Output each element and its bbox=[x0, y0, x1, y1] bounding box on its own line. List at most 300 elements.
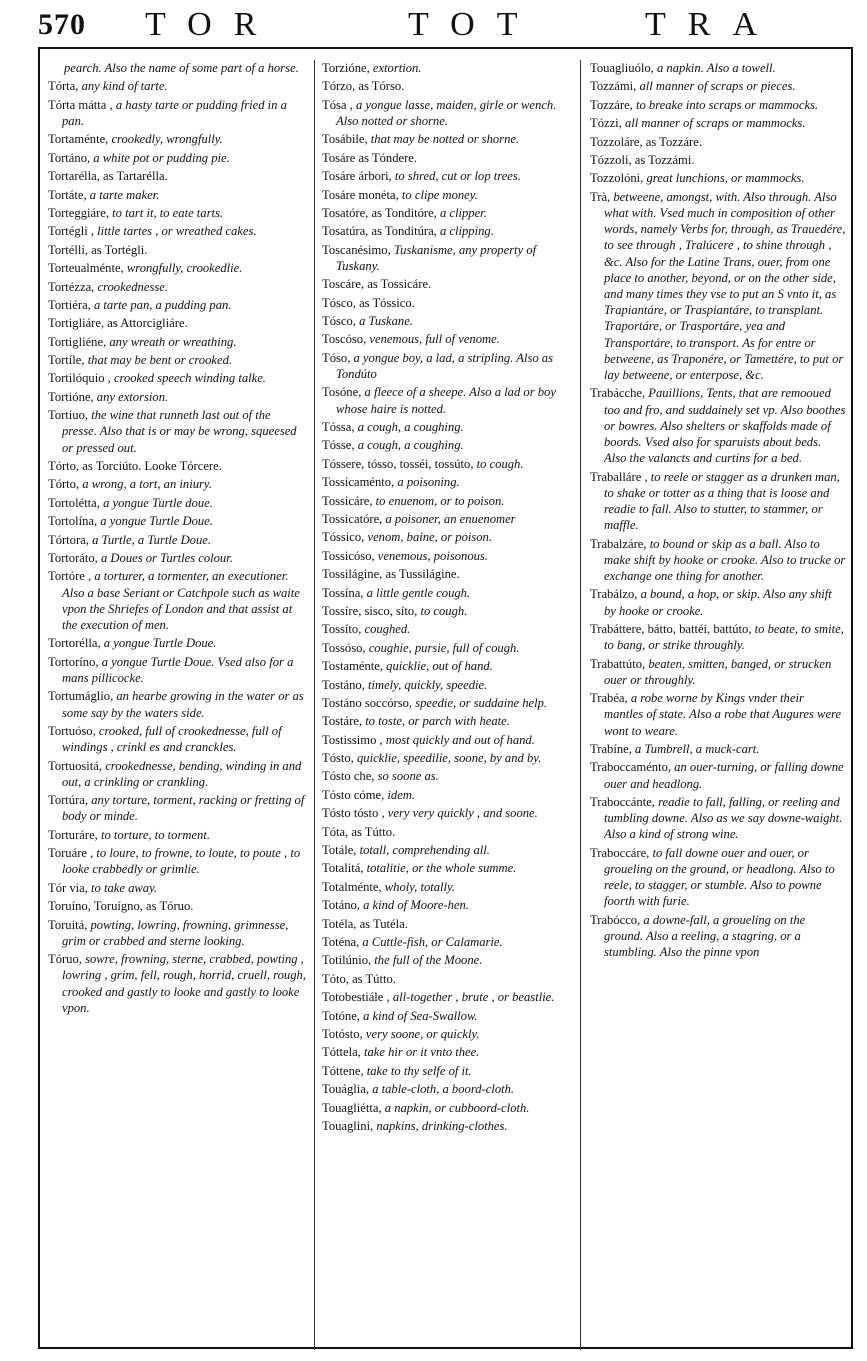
entry-headword: Tósto cóme, bbox=[322, 787, 388, 802]
entry-headword: Tózzi, bbox=[590, 116, 625, 131]
entry-headword: Trà, bbox=[590, 189, 614, 204]
dictionary-entry bbox=[48, 315, 308, 331]
entry-definition: a poisoning. bbox=[397, 475, 460, 490]
entry-headword: Tósa , bbox=[322, 97, 356, 112]
dictionary-entry bbox=[48, 352, 308, 368]
dictionary-entry bbox=[322, 879, 574, 895]
entry-headword: Tóso, bbox=[322, 350, 354, 365]
entry-headword: Totalménte, bbox=[322, 879, 385, 894]
entry-headword: Tóto, as Tútto. bbox=[322, 971, 396, 986]
dictionary-column-1 bbox=[48, 60, 308, 1018]
entry-headword: Touaglini, bbox=[322, 1118, 377, 1133]
entry-headword: Tórto, as Torciúto. Looke Tórcere. bbox=[48, 459, 222, 474]
dictionary-entry bbox=[48, 168, 308, 184]
entry-definition: most quickly and out of hand. bbox=[385, 732, 535, 747]
dictionary-entry bbox=[322, 1118, 574, 1134]
entry-definition: a cough, a coughing. bbox=[357, 420, 464, 435]
entry-definition: any torture, torment, racking or fretting of body or minde. bbox=[62, 793, 305, 824]
dictionary-entry bbox=[322, 842, 574, 858]
entry-definition: a clipping. bbox=[439, 224, 494, 239]
entry-definition: any kind of tarte. bbox=[81, 79, 168, 94]
dictionary-entry bbox=[322, 1063, 574, 1079]
dictionary-entry bbox=[322, 732, 574, 748]
dictionary-entry bbox=[48, 635, 308, 651]
entry-headword: Tortóre , bbox=[48, 569, 95, 584]
entry-definition: a downe-fall, a groueling on the ground. Also a reeling, a stagring, or a stumbling. Also the pinne vpon bbox=[604, 912, 806, 960]
running-head-center: TOT bbox=[408, 6, 540, 43]
dictionary-entry bbox=[322, 168, 574, 184]
entry-definition: powting, lowring, frowning, grimnesse, grim or crabbed and sterne looking. bbox=[62, 917, 289, 948]
entry-headword: Trabíne, bbox=[590, 741, 636, 756]
entry-headword: Tossicáre, bbox=[322, 493, 376, 508]
entry-headword: Tossóso, bbox=[322, 640, 369, 655]
dictionary-entry bbox=[48, 205, 308, 221]
entry-definition: wrongfully, crookedlie. bbox=[126, 261, 243, 276]
entry-headword: Tósco, bbox=[322, 314, 360, 329]
dictionary-entry bbox=[322, 971, 574, 987]
entry-headword: Toténa, bbox=[322, 935, 363, 949]
entry-definition: take hir or it vnto thee. bbox=[363, 1045, 480, 1060]
entry-definition: any wreath or wreathing. bbox=[109, 334, 237, 349]
entry-definition: crooked speech winding talke. bbox=[113, 371, 266, 386]
frame-left-rule bbox=[38, 47, 40, 1349]
dictionary-entry bbox=[590, 794, 846, 843]
dictionary-entry bbox=[48, 827, 308, 843]
entry-definition: a yongue Turtle Doue. bbox=[100, 514, 213, 529]
dictionary-entry bbox=[590, 189, 846, 383]
dictionary-entry bbox=[322, 989, 574, 1005]
entry-headword: Tosatóre, as Tonditóre, bbox=[322, 205, 440, 220]
dictionary-entry bbox=[48, 688, 308, 720]
dictionary-entry bbox=[48, 845, 308, 877]
entry-definition: a hasty tarte or pudding fried in a pan. bbox=[62, 97, 287, 128]
entry-headword: Tórto, bbox=[48, 477, 83, 492]
dictionary-entry bbox=[590, 97, 846, 113]
dictionary-entry bbox=[590, 385, 846, 466]
dictionary-entry bbox=[48, 407, 308, 456]
entry-headword: Tóttela, bbox=[322, 1045, 364, 1060]
entry-headword: Tóruo, bbox=[48, 952, 86, 967]
entry-headword: Tóssa, bbox=[322, 420, 358, 435]
dictionary-entry bbox=[322, 331, 574, 347]
dictionary-entry bbox=[48, 60, 308, 76]
dictionary-entry bbox=[48, 78, 308, 94]
dictionary-entry bbox=[322, 640, 574, 656]
dictionary-entry bbox=[322, 242, 574, 274]
dictionary-entry bbox=[48, 568, 308, 633]
entry-definition: great lunchions, or mammocks. bbox=[646, 171, 805, 186]
dictionary-entry bbox=[590, 621, 846, 653]
entry-headword: Trabattúto, bbox=[590, 656, 649, 671]
dictionary-entry bbox=[48, 242, 308, 258]
entry-definition: a napkin. Also a towell. bbox=[656, 61, 776, 75]
entry-headword: Tossicatóre, bbox=[322, 512, 386, 527]
dictionary-entry bbox=[322, 295, 574, 311]
entry-definition: totall, comprehending all. bbox=[359, 843, 490, 858]
dictionary-entry bbox=[590, 134, 846, 150]
entry-definition: sowre, frowning, sterne, crabbed, powting , lowring , grim, fell, rough, horrid, cruell, rough, crooked and gastly to looke and gastly to looke vpon. bbox=[62, 952, 306, 1015]
entry-definition: venemous, full of venome. bbox=[369, 332, 500, 347]
dictionary-entry bbox=[48, 334, 308, 350]
header-rule bbox=[38, 47, 853, 49]
dictionary-entry bbox=[322, 276, 574, 292]
entry-headword: Toscanésimo, bbox=[322, 242, 394, 257]
entry-definition: a kind of Moore-hen. bbox=[363, 898, 469, 913]
entry-definition: crookednesse, bending, winding in and out, a crinkling or crankling. bbox=[62, 758, 302, 789]
entry-definition: an ouer-turning, or falling downe ouer and headlong. bbox=[604, 760, 844, 791]
entry-headword: Tortumáglio, bbox=[48, 689, 117, 704]
entry-definition: crookedly, wrongfully. bbox=[111, 132, 223, 147]
dictionary-entry bbox=[48, 513, 308, 529]
entry-definition: Tuskanisme, any property of Tuskany. bbox=[336, 242, 537, 273]
entry-headword: Traboccáre, bbox=[590, 845, 653, 860]
column-divider-2 bbox=[580, 60, 581, 1350]
entry-definition: a torturer, a tormenter, an executioner. Also a base Seriant or Catchpole such as waite vpon the Shriefes of London and that assist at the execution of men. bbox=[62, 569, 300, 632]
dictionary-entry bbox=[322, 511, 574, 527]
entry-headword: Tortióne, bbox=[48, 389, 97, 404]
dictionary-entry bbox=[48, 723, 308, 755]
entry-headword: Tortigliáre, as Attorcigliáre. bbox=[48, 316, 188, 331]
entry-definition: crookednesse. bbox=[97, 279, 168, 294]
dictionary-column-3 bbox=[590, 60, 846, 963]
entry-headword: Traballáre , bbox=[590, 469, 651, 484]
dictionary-entry bbox=[48, 279, 308, 295]
dictionary-entry bbox=[322, 713, 574, 729]
entry-headword: Tossína, bbox=[322, 585, 367, 600]
entry-definition: Pauillions, Tents, that are remooued too and fro, and suddainely set vp. Also boothes or bowres. Also shelters or skaffolds made of boords. Vsed also for sparuists about beds. Also the valancts and curtins for a bed. bbox=[604, 386, 846, 466]
entry-headword: Tortélli, as Tortégli. bbox=[48, 242, 148, 257]
entry-definition: to reele or stagger as a drunken man, to shake or totter as a thing that is loose and readie to fall. Also to stutter, to stammer, or maffle. bbox=[604, 469, 840, 533]
entry-definition: a poisoner, an enuenomer bbox=[385, 512, 516, 527]
dictionary-entry bbox=[48, 297, 308, 313]
dictionary-entry bbox=[322, 474, 574, 490]
dictionary-entry bbox=[590, 741, 846, 757]
entry-definition: a little gentle cough. bbox=[366, 585, 471, 600]
entry-definition: coughie, pursie, full of cough. bbox=[368, 640, 520, 655]
entry-definition: a Cuttle-fish, or Calamarie. bbox=[362, 935, 503, 949]
entry-definition: a kind of Sea-Swallow. bbox=[363, 1008, 478, 1023]
entry-headword: Tortoríno, bbox=[48, 654, 102, 669]
entry-definition: the full of the Moone. bbox=[374, 953, 483, 968]
entry-definition: a tarte maker. bbox=[89, 187, 160, 202]
entry-definition: all manner of scraps or mammocks. bbox=[624, 116, 806, 131]
entry-headword: Traboccaménto, bbox=[590, 760, 675, 775]
entry-headword: Tortuositá, bbox=[48, 758, 106, 773]
entry-definition: pearch. Also the name of some part of a horse. bbox=[64, 61, 299, 75]
dictionary-column-2 bbox=[322, 60, 574, 1136]
entry-definition: to cough. bbox=[420, 603, 468, 618]
entry-definition: take to thy selfe of it. bbox=[366, 1063, 472, 1078]
entry-definition: to fall downe ouer and ouer, or groueling on the ground, or headlong. Also to reele, to stagger, or stumble. Also to powne foorth with furie. bbox=[604, 845, 835, 909]
page-header bbox=[0, 0, 867, 50]
dictionary-entry bbox=[322, 658, 574, 674]
dictionary-entry bbox=[322, 787, 574, 803]
entry-definition: so soone as. bbox=[377, 769, 439, 784]
dictionary-entry bbox=[48, 150, 308, 166]
entry-definition: a Turtle, a Turtle Doue. bbox=[92, 532, 212, 547]
entry-headword: Tortáno, bbox=[48, 150, 94, 165]
dictionary-entry bbox=[590, 115, 846, 131]
entry-definition: a clipper. bbox=[439, 205, 487, 220]
footer-rule bbox=[38, 1347, 853, 1349]
dictionary-entry bbox=[590, 690, 846, 739]
entry-definition: a Tumbrell, a muck-cart. bbox=[635, 741, 760, 756]
entry-definition: to cough. bbox=[476, 456, 524, 471]
dictionary-entry bbox=[322, 384, 574, 416]
entry-headword: Toruáre , bbox=[48, 846, 97, 861]
entry-headword: Tortégli , bbox=[48, 224, 98, 239]
entry-headword: Tortiéra, bbox=[48, 297, 94, 312]
dictionary-entry bbox=[322, 437, 574, 453]
entry-headword: Tortíle, bbox=[48, 353, 88, 368]
dictionary-entry bbox=[48, 223, 308, 239]
entry-definition: a yongue Turtle Doue. Vsed also for a mans pillicocke. bbox=[62, 654, 294, 685]
dictionary-entry bbox=[48, 917, 308, 949]
entry-headword: Tosóne, bbox=[322, 385, 365, 400]
dictionary-entry bbox=[322, 677, 574, 693]
dictionary-entry bbox=[590, 170, 846, 186]
entry-definition: to clipe money. bbox=[401, 187, 478, 202]
dictionary-entry bbox=[48, 476, 308, 492]
entry-headword: Toruitá, bbox=[48, 917, 91, 932]
entry-headword: Tórtora, bbox=[48, 532, 93, 547]
entry-headword: Tozzoláre, as Tozzáre. bbox=[590, 134, 702, 149]
dictionary-entry bbox=[48, 260, 308, 276]
dictionary-entry bbox=[590, 586, 846, 618]
entry-headword: Tórta, bbox=[48, 79, 82, 94]
entry-headword: Tóttene, bbox=[322, 1063, 367, 1078]
entry-headword: Tossicaménto, bbox=[322, 475, 398, 490]
entry-headword: Trabócco, bbox=[590, 912, 644, 927]
entry-definition: extortion. bbox=[372, 61, 422, 75]
entry-headword: Totilúnio, bbox=[322, 953, 375, 968]
entry-headword: Tosáre monéta, bbox=[322, 187, 402, 202]
dictionary-entry bbox=[322, 131, 574, 147]
running-head-right: TRA bbox=[645, 6, 779, 43]
dictionary-entry bbox=[322, 150, 574, 166]
dictionary-entry bbox=[322, 205, 574, 221]
entry-headword: Tostaménte, bbox=[322, 659, 387, 674]
entry-headword: Toscóso, bbox=[322, 332, 370, 347]
entry-definition: to enuenom, or to poison. bbox=[375, 493, 505, 508]
entry-definition: a fleece of a sheepe. Also a lad or boy whose haire is notted. bbox=[336, 385, 556, 416]
entry-definition: a Tuskane. bbox=[359, 314, 413, 329]
entry-definition: to toste, or parch with heate. bbox=[365, 714, 510, 729]
entry-headword: Tortarélla, as Tartarélla. bbox=[48, 169, 168, 184]
dictionary-entry bbox=[322, 493, 574, 509]
entry-headword: Tóta, as Tútto. bbox=[322, 824, 396, 839]
dictionary-entry bbox=[322, 805, 574, 821]
entry-headword: Toscáre, as Tossicáre. bbox=[322, 277, 432, 292]
entry-headword: Traboccánte, bbox=[590, 794, 659, 809]
dictionary-entry bbox=[322, 952, 574, 968]
dictionary-entry bbox=[590, 759, 846, 791]
entry-definition: a robe worne by Kings vnder their mantles of state. Also a robe that Augures were wont to weare. bbox=[604, 691, 842, 738]
entry-headword: Tossíto, bbox=[322, 622, 365, 637]
entry-headword: Tózzoli, as Tozzámi. bbox=[590, 152, 695, 167]
entry-headword: Tortiuo, bbox=[48, 408, 92, 423]
entry-definition: totalitie, or the whole summe. bbox=[366, 861, 517, 876]
entry-definition: a Doues or Turtles colour. bbox=[100, 550, 233, 565]
entry-definition: readie to fall, falling, or reeling and tumbling downe. Also as we say downe-waight. Also a kind of strong wine. bbox=[604, 794, 843, 842]
entry-headword: Tossíre, sisco, síto, bbox=[322, 603, 421, 618]
dictionary-entry bbox=[322, 824, 574, 840]
entry-definition: that may be notted or shorne. bbox=[370, 132, 520, 147]
entry-definition: to beate, to smite, to bang, or strike throughly. bbox=[604, 621, 844, 653]
entry-headword: Trabalzáre, bbox=[590, 536, 650, 551]
dictionary-entry bbox=[322, 419, 574, 435]
entry-headword: Tostáno, bbox=[322, 677, 368, 692]
entry-definition: a bound, a hop, or skip. Also any shift by hooke or crooke. bbox=[604, 587, 832, 618]
entry-headword: Torturáre, bbox=[48, 827, 101, 842]
dictionary-entry bbox=[590, 656, 846, 688]
dictionary-entry bbox=[322, 223, 574, 239]
entry-definition: a table-cloth, a boord-cloth. bbox=[372, 1082, 515, 1097]
entry-definition: all manner of scraps or pieces. bbox=[639, 79, 796, 94]
entry-definition: idem. bbox=[387, 787, 416, 802]
entry-headword: Totobestiále , bbox=[322, 990, 393, 1005]
entry-headword: Tosáre as Tóndere. bbox=[322, 150, 418, 165]
entry-headword: Touagliuólo, bbox=[590, 61, 657, 75]
dictionary-entry bbox=[48, 550, 308, 566]
entry-definition: a napkin, or cubboord-cloth. bbox=[384, 1100, 530, 1115]
entry-headword: Tossilágine, as Tussilágine. bbox=[322, 567, 460, 582]
entry-headword: Tóssere, tósso, tosséi, tossúto, bbox=[322, 456, 477, 471]
entry-definition: quicklie, speedilie, soone, by and by. bbox=[356, 751, 542, 766]
entry-headword: Tortilóquio , bbox=[48, 371, 114, 386]
dictionary-entry bbox=[48, 758, 308, 790]
dictionary-entry bbox=[322, 621, 574, 637]
dictionary-entry bbox=[48, 532, 308, 548]
entry-definition: to bound or skip as a ball. Also to make shift by hooke or crooke. Also to trucke or exchange one thing for another. bbox=[604, 536, 846, 583]
entry-headword: Tozzolóni, bbox=[590, 171, 647, 186]
entry-headword: Trabéa, bbox=[590, 691, 631, 706]
entry-definition: very very quickly , and soone. bbox=[387, 806, 538, 821]
entry-definition: little tartes , or wreathed cakes. bbox=[97, 224, 257, 239]
dictionary-entry bbox=[48, 389, 308, 405]
entry-headword: Torteggiáre, bbox=[48, 205, 113, 220]
entry-headword: Touagliétta, bbox=[322, 1100, 385, 1115]
entry-headword: Tortézza, bbox=[48, 279, 98, 294]
entry-headword: Tortolína, bbox=[48, 514, 101, 529]
entry-headword: Tortoráto, bbox=[48, 550, 101, 565]
entry-definition: wholy, totally. bbox=[384, 879, 456, 894]
entry-headword: Tozzáre, bbox=[590, 97, 636, 112]
entry-headword: Totalitá, bbox=[322, 861, 367, 876]
dictionary-entry bbox=[322, 916, 574, 932]
entry-definition: a yongue boy, a lad, a stripling. Also as Tondúto bbox=[336, 350, 554, 382]
dictionary-entry bbox=[322, 97, 574, 129]
dictionary-entry bbox=[322, 1044, 574, 1060]
page-number: 570 bbox=[38, 8, 86, 41]
entry-definition: to shred, cut or lop trees. bbox=[394, 169, 521, 184]
entry-headword: Totéla, as Tutéla. bbox=[322, 916, 408, 931]
entry-definition: quicklie, out of hand. bbox=[386, 659, 493, 674]
dictionary-entry bbox=[322, 78, 574, 94]
entry-definition: coughed. bbox=[364, 622, 411, 637]
entry-definition: a white pot or pudding pie. bbox=[93, 150, 230, 165]
dictionary-entry bbox=[322, 350, 574, 382]
entry-definition: a cough, a coughing. bbox=[357, 438, 464, 453]
entry-definition: crooked, full of crookednesse, full of windings , crinkl es and cranckles. bbox=[62, 723, 282, 755]
entry-definition: a wrong, a tort, an iniury. bbox=[82, 477, 212, 492]
column-divider-1 bbox=[314, 60, 315, 1350]
entry-headword: Tortolétta, bbox=[48, 495, 104, 510]
entry-definition: venemous, poisonous. bbox=[377, 548, 488, 563]
entry-definition: a yongue Turtle Doue. bbox=[103, 636, 217, 651]
dictionary-entry bbox=[48, 370, 308, 386]
dictionary-entry bbox=[590, 912, 846, 961]
entry-headword: Tósco, as Tóssico. bbox=[322, 295, 415, 310]
entry-headword: Torzióne, bbox=[322, 61, 373, 75]
entry-definition: timely, quickly, speedie. bbox=[368, 677, 488, 692]
entry-headword: Totáno, bbox=[322, 898, 364, 913]
dictionary-entry bbox=[322, 603, 574, 619]
entry-definition: that may be bent or crooked. bbox=[87, 353, 233, 368]
entry-headword: Tór via, bbox=[48, 880, 92, 895]
dictionary-entry bbox=[322, 1081, 574, 1097]
entry-definition: the wine that runneth last out of the presse. Also that is or may be wrong, squeesed or pressed out. bbox=[62, 408, 297, 455]
entry-headword: Tostáre, bbox=[322, 714, 366, 729]
dictionary-entry bbox=[48, 880, 308, 896]
entry-definition: a yongue Turtle doue. bbox=[103, 495, 213, 510]
dictionary-entry bbox=[322, 1008, 574, 1024]
dictionary-entry bbox=[48, 131, 308, 147]
entry-definition: betweene, amongst, with. Also through. Also what with. Vsed much in composition of other words, namely Verbs for, through, as Trauedére, to see through , Tralúcere , to shine through , &c. Also for the Latine Trans, ouer, from one place to another, beyond, or on the other side, and many times they vse to put an S vnto it, as Trapiantáre, or Traspiantáre, to transplant. Traportáre, or Trasportáre, yea and Transportáre, to transport. As for entre or betweene, as Traponére, or Tamettére, to put or lay betweene, or enterpose, &c. bbox=[604, 189, 846, 382]
dictionary-entry bbox=[48, 792, 308, 824]
dictionary-entry bbox=[48, 458, 308, 474]
dictionary-entry bbox=[322, 1026, 574, 1042]
dictionary-entry bbox=[322, 60, 574, 76]
dictionary-entry bbox=[322, 456, 574, 472]
dictionary-entry bbox=[48, 654, 308, 686]
entry-headword: Tortorélla, bbox=[48, 636, 104, 651]
frame-right-rule bbox=[851, 47, 853, 1349]
entry-headword: Toruíno, Toruígno, as Tóruo. bbox=[48, 899, 194, 914]
entry-headword: Tortuóso, bbox=[48, 723, 99, 738]
running-head-left: TOR bbox=[145, 6, 279, 43]
entry-definition: beaten, smitten, banged, or strucken ouer or throughly. bbox=[604, 656, 832, 687]
entry-headword: Totósto, bbox=[322, 1026, 366, 1041]
dictionary-entry bbox=[590, 78, 846, 94]
entry-headword: Tortáte, bbox=[48, 187, 90, 202]
entry-definition: to loure, to frowne, to loute, to poute , to looke crabbedly or grimlie. bbox=[62, 846, 301, 877]
dictionary-entry bbox=[590, 536, 846, 585]
dictionary-entry bbox=[48, 495, 308, 511]
entry-definition: to torture, to torment. bbox=[100, 827, 210, 842]
entry-headword: Tósto, bbox=[322, 751, 357, 766]
entry-headword: Trabálzo, bbox=[590, 587, 641, 602]
dictionary-entry bbox=[322, 313, 574, 329]
entry-headword: Trabácche, bbox=[590, 386, 649, 401]
entry-headword: Tosatúra, as Tonditúra, bbox=[322, 224, 440, 239]
dictionary-entry bbox=[48, 187, 308, 203]
dictionary-entry bbox=[322, 529, 574, 545]
entry-definition: speedie, or suddaine help. bbox=[415, 695, 548, 710]
entry-definition: very soone, or quickly. bbox=[365, 1026, 480, 1041]
dictionary-entry bbox=[590, 845, 846, 910]
entry-headword: Tósse, bbox=[322, 438, 358, 453]
dictionary-entry bbox=[48, 898, 308, 914]
dictionary-entry bbox=[48, 951, 308, 1016]
entry-headword: Tortaménte, bbox=[48, 132, 112, 147]
entry-headword: Tozzámi, bbox=[590, 79, 640, 94]
dictionary-entry bbox=[322, 934, 574, 950]
dictionary-entry bbox=[322, 1100, 574, 1116]
dictionary-entry bbox=[590, 152, 846, 168]
entry-definition: any extorsion. bbox=[96, 389, 169, 404]
dictionary-entry bbox=[322, 187, 574, 203]
